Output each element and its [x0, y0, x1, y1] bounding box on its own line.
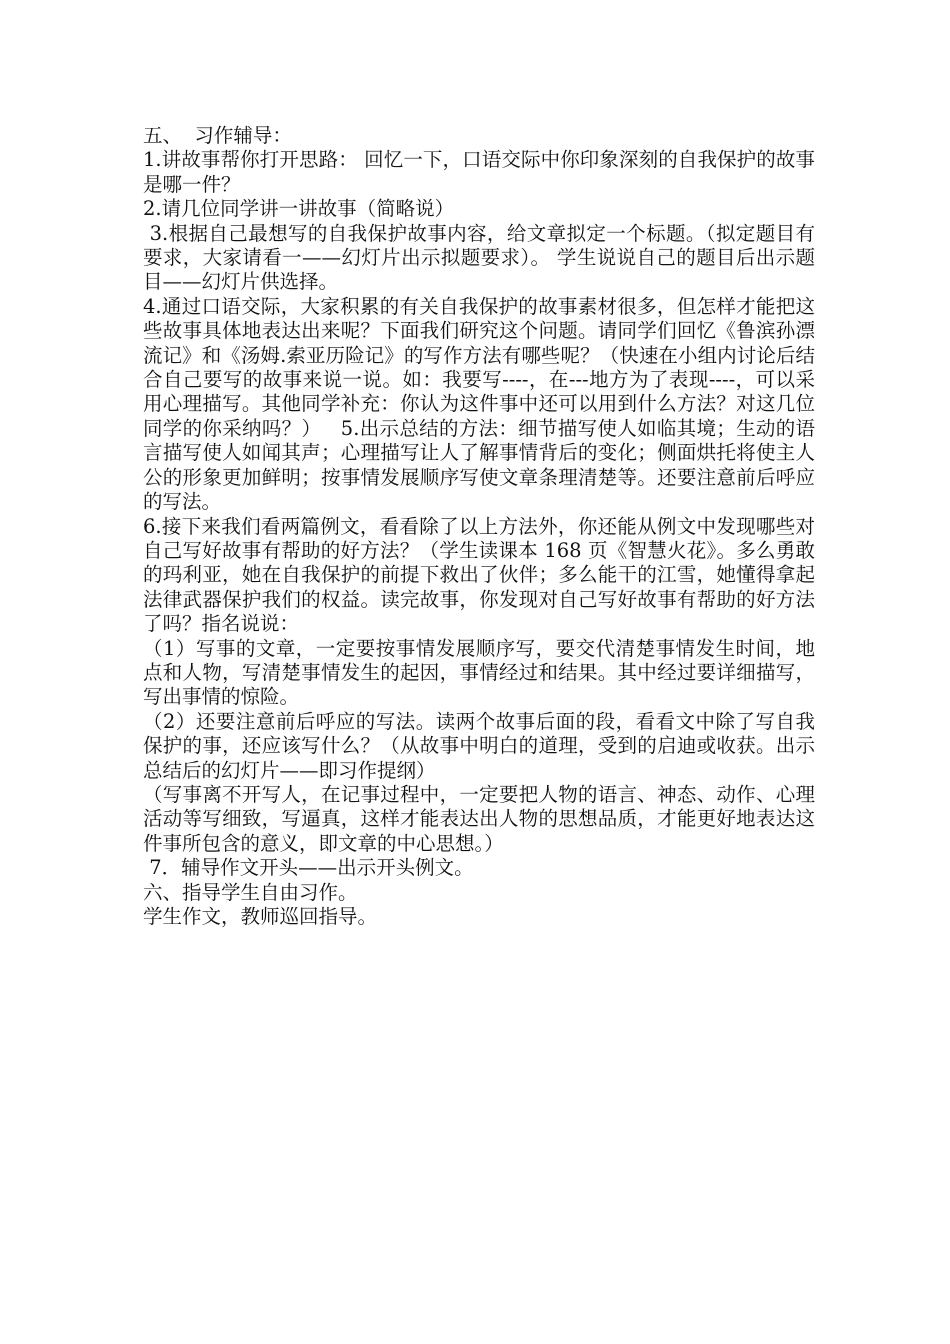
- paragraph-point-1: （1）写事的文章，一定要按事情发展顺序写，要交代清楚事情发生时间，地点和人物，写清楚事情发生的起因，事情经过和结果。其中经过要详细描写，写出事情的惊险。: [143, 636, 815, 709]
- paragraph-step-3: 3.根据自己最想写的自我保护故事内容，给文章拟定一个标题。（拟定题目有要求，大家请看一——幻灯片出示拟题要求）。 学生说说自己的题目后出示题目——幻灯片供选择。: [143, 221, 815, 294]
- section-heading-six: 六、指导学生自由习作。: [143, 880, 358, 904]
- paragraph-step-6: 6.接下来我们看两篇例文，看看除了以上方法外，你还能从例文中发现哪些对自己写好故事有帮助的好方法？（学生读课本 168 页《智慧火花》。多么勇敢的玛利亚，她在自我保护的前提下救出了伙伴；多么能干的江雪，她懂得拿起法律武器保护我们的权益。读完故事，你发现对自己写好故事有帮助的好方法了吗？指名说说：: [143, 514, 815, 636]
- paragraph-step-1: 1.讲故事帮你打开思路： 回忆一下，口语交际中你印象深刻的自我保护的故事是哪一件？: [143, 148, 815, 196]
- section-heading-five: 五、 习作辅导：: [143, 124, 292, 147]
- paragraph-step-4-5: 4.通过口语交际，大家积累的有关自我保护的故事素材很多，但怎样才能把这些故事具体地表达出来呢？下面我们研究这个问题。请同学们回忆《鲁滨孙漂流记》和《汤姆.索亚历险记》的写作方法有哪些呢？（快速在小组内讨论后结合自己要写的故事来说一说。如：我要写----，在---地方为了表现----，可以采用心理描写。其他同学补充：你认为这件事中还可以用到什么方法？对这几位同学的你采纳吗？） 5.出示总结的方法：细节描写使人如临其境；生动的语言描写使人如闻其声；心理描写让人了解事情背后的变化；侧面烘托将使主人公的形象更加鲜明；按事情发展顺序写使文章条理清楚等。还要注意前后呼应的写法。: [143, 294, 815, 514]
- paragraph-step-2: 2.请几位同学讲一讲故事（简略说）: [143, 197, 455, 221]
- paragraph-step-7: 7．辅导作文开头——出示开头例文。: [143, 856, 474, 880]
- paragraph-point-2: （2）还要注意前后呼应的写法。读两个故事后面的段，看看文中除了写自我保护的事，还应该写什么？（从故事中明白的道理，受到的启迪或收获。出示总结后的幻灯片——即习作提纲）: [143, 709, 815, 782]
- paragraph-note: （写事离不开写人，在记事过程中，一定要把人物的语言、神态、动作、心理活动等写细致，写逼真，这样才能表达出人物的思想品质，才能更好地表达这件事所包含的意义，即文章的中心思想。）: [143, 782, 815, 855]
- paragraph-closing: 学生作文，教师巡回指导。: [143, 905, 378, 928]
- document-body: [143, 124, 815, 929]
